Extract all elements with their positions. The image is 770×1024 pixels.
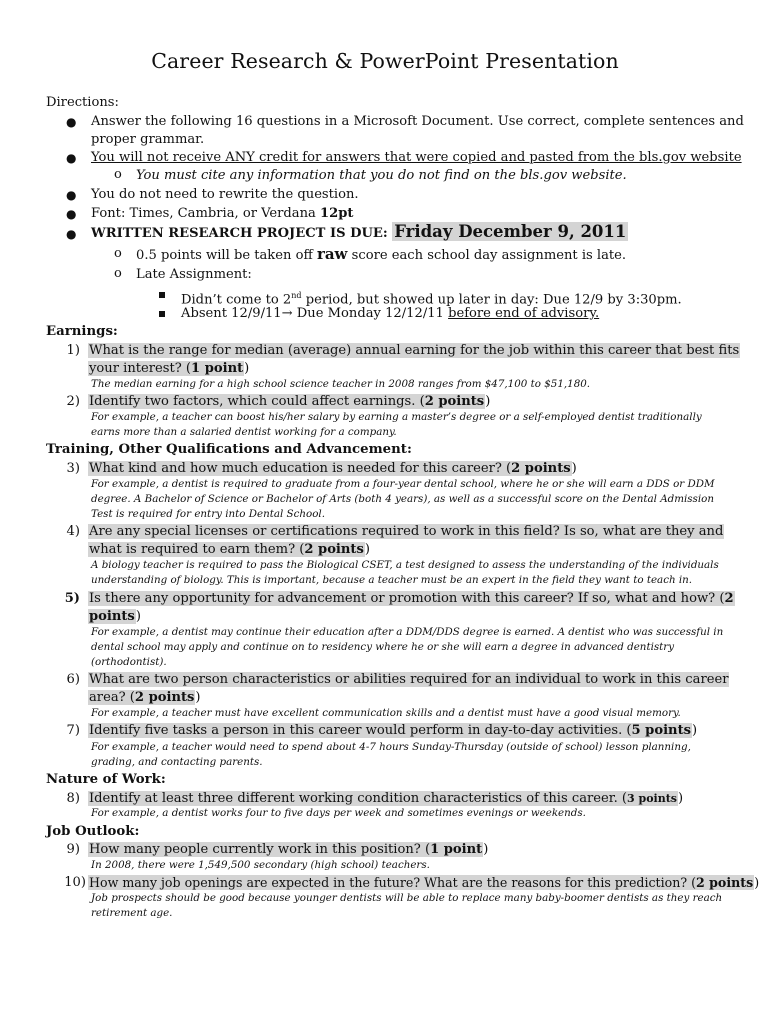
question-5-tail: ) (135, 609, 141, 624)
question-5-line-2 (88, 608, 141, 626)
question-8-example: For example, a dentist works four to five days per week and sometimes evenings or weekends. (91, 807, 586, 819)
bullet-icon: ● (66, 227, 77, 241)
late-case-1-a: Didn’t come to 2 (181, 292, 292, 308)
question-1-line-2 (88, 360, 249, 378)
question-number: 2) (66, 394, 80, 409)
question-4-tail: ) (364, 542, 370, 557)
question-6-line-2 (88, 689, 201, 707)
question-number: 9) (66, 842, 80, 857)
question-7-line-1 (88, 722, 697, 740)
question-3-example-2: degree. A Bachelor of Science or Bachelor of Arts (both 4 years), as well as a successful score on the Dental Admission (91, 493, 714, 505)
question-1-text-2: your interest? ( (89, 361, 192, 376)
question-3-text: What kind and how much education is needed for this career? ( (89, 461, 512, 476)
question-6-line-1 (88, 671, 729, 689)
bullet-icon: ● (66, 207, 77, 221)
question-1-points: 1 point (191, 361, 244, 376)
question-number: 10) (64, 875, 86, 890)
question-number: 8) (66, 791, 80, 806)
font-size-text: 12pt (320, 206, 354, 221)
section-nature-of-work: Nature of Work: (46, 772, 166, 787)
question-6-tail: ) (195, 690, 201, 705)
late-penalty-b: score each school day assignment is late. (347, 248, 627, 263)
question-6-text: What are two person characteristics or abilities required for an individual to work in this career (89, 672, 729, 687)
question-5-example-2: dental school may apply and continue on to residency where he or she will earn a degree in advanced dentistry (91, 641, 675, 653)
question-2-example-1: For example, a teacher can boost his/her salary by earning a master’s degree or a self-employed dentist traditionally (91, 411, 702, 423)
late-case-2-a: Absent 12/9/11→ Due Monday 12/12/11 (181, 306, 449, 321)
bullet-icon: ● (66, 151, 77, 165)
question-4-line-2 (88, 541, 370, 559)
late-assignment: Late Assignment: (136, 267, 252, 282)
question-7-example-2: grading, and contacting parents. (91, 756, 263, 768)
section-earnings: Earnings: (46, 324, 118, 339)
question-number: 5) (64, 591, 80, 606)
question-8-text: Identify at least three different working condition characteristics of this career. ( (89, 791, 628, 806)
question-2-line-1 (88, 393, 490, 411)
directions-item-3: You do not need to rewrite the question. (91, 187, 359, 202)
question-3-points: 2 points (511, 461, 571, 476)
question-2-example-2: earns more than a salaried dentist working for a company. (91, 426, 397, 438)
question-4-text: Are any special licenses or certifications required to work in this field? Is so, what are they and (89, 524, 724, 539)
question-9-text: How many people currently work in this position? ( (89, 842, 431, 857)
late-case-1-b: period, but showed up later in day: Due 12/9 by 3:30pm. (301, 292, 682, 308)
question-6-points: 2 points (134, 690, 195, 705)
late-penalty (136, 245, 626, 265)
question-5-example-3: (orthodontist). (91, 656, 167, 668)
question-2-points: 2 points (424, 394, 485, 409)
section-training: Training, Other Qualifications and Advancement: (46, 442, 412, 457)
question-5-text: Is there any opportunity for advancement or promotion with this career? If so, what and how? ( (89, 591, 725, 606)
question-4-points: 2 points (304, 542, 364, 557)
sub-bullet-icon: o (114, 246, 122, 261)
question-number: 6) (66, 672, 80, 687)
question-10-text: How many job openings are expected in the future? What are the reasons for this prediction? ( (89, 875, 696, 890)
question-number: 4) (66, 524, 80, 539)
late-case-2 (181, 305, 599, 323)
late-penalty-raw: raw (316, 245, 348, 263)
question-number: 3) (66, 461, 80, 476)
question-3-example-3: Test is required for entry into Dental School. (91, 508, 325, 520)
question-10-example-2: retirement age. (91, 907, 173, 919)
bullet-icon: ● (66, 115, 77, 129)
question-6-example: For example, a teacher must have excellent communication skills and a dentist must have a good visual memory. (91, 707, 681, 719)
question-4-example-2: understanding of biology. This is important, because a teacher must be an expert in the field they want to teach in. (91, 574, 693, 586)
sub-bullet-icon: o (114, 167, 122, 182)
directions-item-1-line-2: proper grammar. (91, 132, 205, 147)
directions-label: Directions: (46, 95, 119, 110)
question-5-line-1 (88, 590, 735, 608)
directions-item-4 (91, 205, 353, 223)
square-bullet-icon (159, 311, 165, 317)
question-4-line-1 (88, 523, 724, 541)
question-2-tail: ) (485, 394, 491, 409)
question-7-text: Identify five tasks a person in this career would perform in day-to-day activities. ( (89, 723, 632, 738)
due-label: WRITTEN RESEARCH PROJECT IS DUE: (91, 226, 393, 241)
bullet-icon: ● (66, 188, 77, 202)
question-number: 1) (66, 343, 80, 358)
directions-item-2-sub: You must cite any information that you do not find on the bls.gov website. (136, 168, 627, 183)
question-5-points-a: 2 (724, 591, 734, 606)
question-1-line-1 (88, 342, 740, 360)
due-date: Friday December 9, 2011 (394, 222, 627, 241)
directions-item-1-line-1: Answer the following 16 questions in a Microsoft Document. Use correct, complete sentences and (91, 114, 744, 129)
late-penalty-a: 0.5 points will be taken off (136, 248, 317, 263)
question-10-line-1 (88, 874, 759, 892)
square-bullet-icon (159, 292, 165, 298)
question-9-points: 1 point (430, 842, 483, 857)
directions-item-2: You will not receive ANY credit for answers that were copied and pasted from the bls.gov website (91, 150, 742, 165)
question-8-tail: ) (678, 791, 684, 806)
question-number: 7) (66, 723, 80, 738)
directions-item-5 (91, 223, 628, 243)
question-7-points: 5 points (631, 723, 691, 738)
font-text: Font: Times, Cambria, or Verdana (91, 206, 321, 221)
question-10-points: 2 points (695, 875, 754, 890)
question-1-text: What is the range for median (average) annual earning for the job within this career that best fits (89, 343, 740, 358)
page-title: Career Research & PowerPoint Presentation (151, 49, 619, 73)
question-9-line-1 (88, 841, 488, 859)
question-3-tail: ) (571, 461, 577, 476)
question-9-example: In 2008, there were 1,549,500 secondary (high school) teachers. (91, 859, 430, 871)
question-5-points-b: points (89, 609, 135, 624)
question-7-tail: ) (692, 723, 698, 738)
question-7-example-1: For example, a teacher would need to spend about 4-7 hours Sunday-Thursday (outside of school) lesson planning, (91, 741, 691, 753)
question-8-points: 3 points (627, 792, 677, 805)
question-1-example: The median earning for a high school science teacher in 2008 ranges from $47,100 to $51,180. (91, 378, 591, 390)
question-5-example-1: For example, a dentist may continue their education after a DDM/DDS degree is earned. A dentist who was successful in (91, 626, 724, 638)
question-9-tail: ) (483, 842, 489, 857)
question-1-tail: ) (244, 361, 250, 376)
question-4-text-2: what is required to earn them? ( (89, 542, 305, 557)
late-case-1-sup: nd (291, 291, 302, 300)
question-3-example-1: For example, a dentist is required to graduate from a four-year dental school, where he or she will earn a DDS or DDM (91, 478, 715, 490)
section-job-outlook: Job Outlook: (46, 824, 140, 839)
late-case-2-u: before end of advisory. (448, 306, 600, 321)
question-2-text: Identify two factors, which could affect earnings. ( (89, 394, 425, 409)
question-10-example-1: Job prospects should be good because younger dentists will be able to replace many baby-boomer dentists as they reach (91, 892, 723, 904)
question-6-text-2: area? ( (89, 690, 135, 705)
question-10-tail: ) (754, 875, 760, 890)
sub-bullet-icon: o (114, 266, 122, 281)
question-3-line-1 (88, 460, 577, 478)
question-4-example-1: A biology teacher is required to pass the Biological CSET, a test designed to assess the understanding of the individuals (91, 559, 719, 571)
